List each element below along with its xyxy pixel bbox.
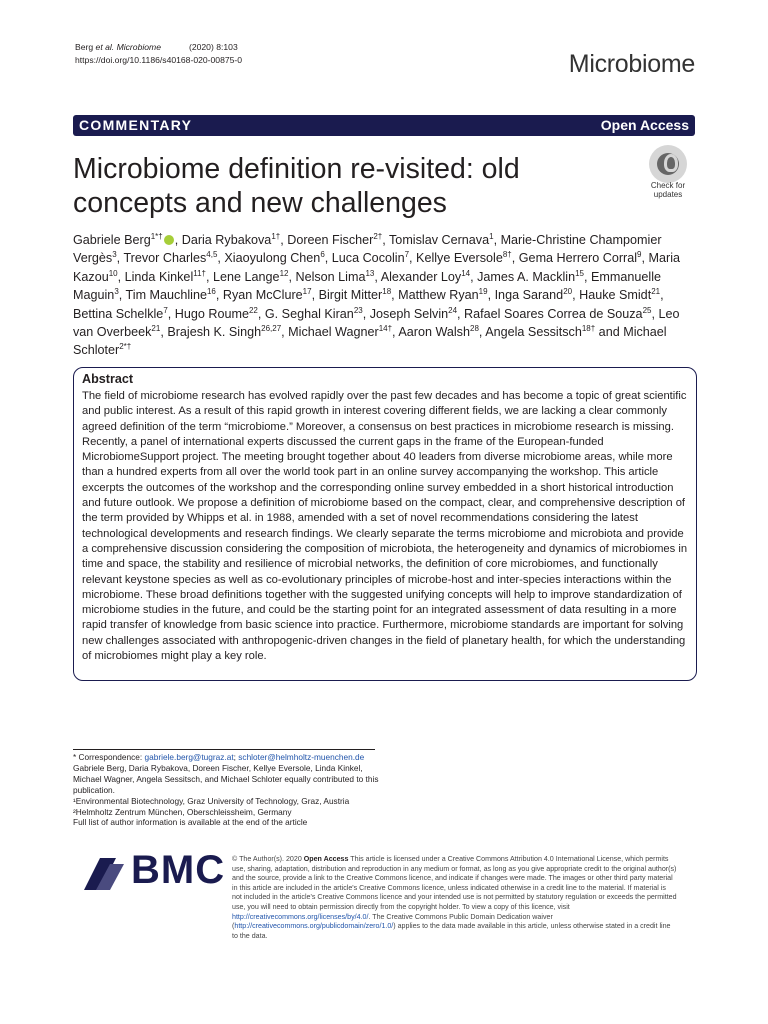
author-name: Inga Sarand (494, 288, 564, 303)
author-affiliation-sup: 1*† (150, 231, 163, 241)
author[interactable] (213, 270, 288, 284)
author-name: Matthew Ryan (398, 288, 479, 303)
doi-link[interactable]: https://doi.org/10.1186/s40168-020-00875-0 (75, 54, 243, 65)
badge-line2: updates (653, 190, 683, 199)
author-name: Brajesh K. Singh (167, 325, 262, 340)
author[interactable] (464, 307, 651, 321)
author[interactable] (416, 251, 512, 265)
author-affiliation-sup: 26,27 (261, 323, 282, 333)
author-affiliation-sup: 1† (271, 231, 281, 241)
author-name: Angela Sessitsch (485, 325, 582, 340)
author-name: Luca Cocolin (331, 251, 405, 266)
author-affiliation-sup: 10 (108, 268, 118, 278)
author-affiliation-sup: 8† (502, 250, 512, 260)
author[interactable] (125, 270, 206, 284)
author-name: Hauke Smidt (579, 288, 652, 303)
author-affiliation-sup: 14† (378, 323, 393, 333)
email-separator: ; (233, 752, 239, 762)
author-name: Tomislav Cernava (389, 233, 490, 247)
author[interactable] (389, 233, 494, 247)
author-name: Michael Schloter (73, 325, 667, 358)
author[interactable] (73, 233, 175, 247)
author[interactable] (485, 325, 595, 339)
author-name: James A. Macklin (477, 269, 576, 284)
bmc-logo-icon (80, 854, 128, 894)
badge-line1: Check for (650, 181, 686, 190)
author-name: G. Seghal Kiran (264, 306, 354, 321)
abstract-heading: Abstract (82, 372, 134, 386)
author[interactable] (398, 325, 479, 339)
author[interactable] (287, 233, 382, 247)
author[interactable] (126, 288, 216, 302)
author[interactable] (381, 270, 470, 284)
author-affiliation-sup: 9 (637, 250, 642, 260)
author[interactable] (477, 270, 584, 284)
author-name: Daria Rybakova (181, 233, 272, 247)
author-affiliation-sup: 18 (382, 287, 392, 297)
author-name: Tim Mauchline (125, 288, 207, 303)
license-text-3: ) applies to the data made available in this article, unless otherwise stated in a credit line to the data. (232, 922, 671, 940)
author-name: Nelson Lima (295, 269, 366, 284)
author-name: Maria Kazou (73, 251, 680, 284)
author[interactable] (73, 307, 168, 321)
author[interactable] (288, 325, 392, 339)
author-name: Aaron Walsh (398, 325, 470, 340)
license-statement (232, 855, 677, 941)
author[interactable] (319, 288, 392, 302)
author-affiliation-sup: 2† (373, 231, 383, 241)
author-list: Gabriele Berg$^{1*\dagger}$ , Daria Rybakova$^{1\dagger}$, Doreen Fischer$^{2\dagger}$, Tomislav Cernava$^1$, Marie-Christine Champomier Vergès$^3$, Trevor Charles$^{4,5}$, Xiaoyulong Chen$^6$, Luca Cocolin$^7$, Kellye Eversole$^{8\dagger}$, Gema Herrero Corral$^9$, Maria Kazou$^{10}$, Linda Kinkel$^{11\dagger}$, Lene Lange$^{12}$, Nelson Lima$^{13}$, Alexander Loy$^{14}$, James A. Macklin$^{15}$, Emmanuelle Maguin$^3$, Tim Mauchline$^{16}$, Ryan McClure$^{17}$, Birgit Mitter$^{18}$, Matthew Ryan$^{19}$, Inga Sarand$^{20}$, Hauke Smidt$^{21}$, Bettina Schelkle$^7$, Hugo Roume$^{22}$, G. Seghal Kiran$^{23}$, Joseph Selvin$^{24}$, Rafael Soares Correa de Souza$^{25}$, Leo van Overbeek$^{21}$, Brajesh K. Singh$^{26,27}$, Michael Wagner$^{14\dagger}$, Aaron Walsh$^{28}$, Angela Sessitsch$^{18\dagger}$ and Michael Schloter$^{2*\dagger}$ (73, 231, 680, 358)
affiliation-1: ¹Environmental Biotechnology, Graz University of Technology, Graz, Austria (73, 795, 350, 806)
author-affiliation-sup: 15 (575, 268, 584, 278)
author-affiliation-sup: 25 (642, 305, 652, 315)
email-link-schloter[interactable]: schloter@helmholtz-muenchen.de (238, 752, 365, 762)
bmc-logo (80, 848, 226, 894)
author-affiliation-sup: 13 (365, 268, 375, 278)
author-name: Joseph Selvin (369, 306, 449, 321)
author[interactable] (265, 307, 363, 321)
author-name: Gema Herrero Corral (518, 251, 638, 266)
author-name: Birgit Mitter (318, 288, 383, 303)
author[interactable] (295, 270, 374, 284)
author-name: Emmanuelle Maguin (73, 269, 661, 303)
citation-authors: Berg (75, 42, 96, 52)
author-affiliation-sup: 19 (478, 287, 488, 297)
author-affiliation-sup: 21 (651, 287, 661, 297)
author-affiliation-sup: 28 (470, 323, 479, 333)
footnote-divider (73, 749, 375, 750)
author-name: Marie-Christine Champomier Vergès (73, 233, 662, 266)
author[interactable] (370, 307, 457, 321)
author-affiliation-sup: 17 (302, 287, 312, 297)
copyright-text: © The Author(s). 2020 (232, 855, 304, 863)
author-affiliation-sup: 14 (461, 268, 471, 278)
author[interactable] (519, 251, 642, 265)
full-list-note: Full list of author information is available at the end of the article (73, 817, 308, 828)
affiliation-2: ²Helmholtz Zentrum München, Oberschleissheim, Germany (73, 806, 292, 817)
article-type-banner (73, 115, 695, 136)
author-affiliation-sup: 1 (489, 231, 494, 241)
citation-year: (2020) 8:103 (188, 42, 238, 52)
author-affiliation-sup: 12 (279, 268, 289, 278)
correspondence (73, 752, 383, 763)
author-name: Leo van Overbeek (73, 306, 680, 340)
author-name: Trevor Charles (123, 251, 207, 266)
author-affiliation-sup: 23 (353, 305, 363, 315)
author-affiliation-sup: 7 (163, 305, 168, 315)
author[interactable] (398, 288, 487, 302)
author-affiliation-sup: 18† (581, 323, 596, 333)
author-affiliation-sup: 22 (248, 305, 258, 315)
article-type-label: COMMENTARY (79, 117, 193, 133)
abstract-text: The field of microbiome research has evolved rapidly over the past few decades and has become a topic of great scientific and public interest. As a result of this rapid growth in interest covering different fields, we are lacking a clear commonly agreed definition of the term “microbiome.” Moreover, a consensus on best practices in microbiome research is missing. Recently, a panel of international experts discussed the current gaps in the frame of the European-funded MicrobiomeSupport project. The meeting brought together about 40 leaders from diverse microbiome areas, while more than a hundred experts from all over the world took part in an online survey accompanying the workshop. This article excerpts the outcomes of the workshop and the corresponding online survey embedded in a short historical introduction and future outlook. We propose a definition of microbiome based on the compact, clear, and comprehensive description of the term provided by Whipps et al. in 1988, amended with a set of novel recommendations considering the latest technological developments and research findings. We clearly separate the terms microbiome and microbiota and provide a comprehensive discussion considering the composition of microbiota, the heterogeneity and dynamics of microbiomes in time and space, the stability and resilience of microbial networks, the definition of core microbiomes, and functionally relevant keystone species as well as co-evolutionary principles of microbe-host and inter-species interactions within the microbiome. These broad definitions together with the suggested unifying concepts will help to improve standardization of microbiome studies in the future, and could be the starting point for an integrated assessment of data resulting in a more rapid transfer of knowledge from basic science into practice. Furthermore, microbiome standards are important for solving new challenges associated with anthropogenic-driven changes in the field of planetary health, for which the understanding of microbiomes might play a key role. (82, 390, 688, 663)
orcid-icon[interactable] (164, 235, 174, 245)
author-affiliation-sup: 11† (193, 268, 207, 278)
author-name: Alexander Loy (380, 269, 462, 284)
author[interactable] (224, 251, 324, 265)
author-affiliation-sup: 6 (320, 250, 325, 260)
author-name: Kellye Eversole (416, 251, 503, 266)
email-link-berg[interactable]: gabriele.berg@tugraz.at (144, 752, 234, 762)
author-affiliation-sup: 16 (206, 287, 216, 297)
author-name: Linda Kinkel (124, 269, 194, 284)
open-access-bold: Open Access (303, 855, 349, 863)
correspondence-label: * Correspondence: (73, 752, 145, 762)
equal-contribution-note: Gabriele Berg, Daria Rybakova, Doreen Fischer, Kellye Eversole, Linda Kinkel, Michael Wagner, Angela Sessitsch, and Michael Schloter equally contributed to this publication. (73, 762, 379, 795)
author-affiliation-sup: 7 (404, 250, 410, 260)
open-access-label: Open Access (600, 117, 689, 133)
cc-zero-link[interactable]: http://creativecommons.org/publicdomain/zero/1.0/ (234, 922, 394, 931)
author[interactable] (495, 288, 573, 302)
cc-by-link[interactable]: http://creativecommons.org/licenses/by/4.0/ (232, 912, 369, 921)
license-text-2: . The Creative Commons Public Domain Dedication waiver ( (232, 912, 553, 931)
footnotes (73, 752, 383, 828)
author-name: Michael Wagner (288, 325, 379, 340)
article-title: Microbiome definition re-visited: old concepts and new challenges (73, 153, 520, 219)
author-affiliation-sup: 24 (448, 305, 458, 315)
author[interactable] (167, 325, 281, 339)
citation-line (75, 41, 242, 54)
author-affiliation-sup: 21 (151, 323, 161, 333)
author-name: Doreen Fischer (287, 233, 374, 247)
author[interactable] (123, 251, 217, 265)
author-name: Rafael Soares Correa de Souza (464, 306, 643, 321)
author-affiliation-sup: 3 (114, 287, 119, 297)
author[interactable] (223, 288, 312, 302)
check-for-updates-badge[interactable] (640, 145, 696, 203)
author-affiliation-sup: 2*† (119, 342, 132, 352)
author-name: Gabriele Berg (73, 233, 151, 247)
author[interactable] (175, 307, 258, 321)
journal-name: Microbiome (568, 50, 695, 78)
author-name: Hugo Roume (174, 306, 249, 321)
running-header (75, 41, 242, 66)
author-affiliation-sup: 4,5 (206, 250, 218, 260)
author-affiliation-sup: 20 (563, 287, 573, 297)
author[interactable] (182, 233, 281, 247)
author-name: Xiaoyulong Chen (224, 251, 321, 266)
author-name: Lene Lange (213, 269, 280, 284)
author[interactable] (332, 251, 409, 265)
author-name: Ryan McClure (222, 288, 303, 303)
license-text-1: This article is licensed under a Creative Commons Attribution 4.0 International License, which permits use, sharing, adaptation, distribution and reproduction in any medium or format, as long as you give appropriate credit to the original author(s) and the source, provide a link to the Creative Commons licence, and indicate if changes were made. The images or other third party material in this article are included in the article's Creative Commons licence, unless indicated otherwise in a credit line to the material. If material is not included in the article's Creative Commons licence and your intended use is not permitted by statutory regulation or exceeds the permitted use, you will need to obtain permission directly from the copyright holder. To view a copy of this licence, visit (232, 855, 677, 911)
citation-etal: et al. Microbiome (95, 42, 161, 52)
bmc-logo-text: BMC (131, 848, 226, 892)
check-for-updates-icon (649, 145, 687, 183)
author-name: Bettina Schelkle (73, 306, 164, 321)
abstract-box (73, 367, 697, 681)
author-affiliation-sup: 3 (112, 250, 117, 260)
author[interactable] (579, 288, 660, 302)
